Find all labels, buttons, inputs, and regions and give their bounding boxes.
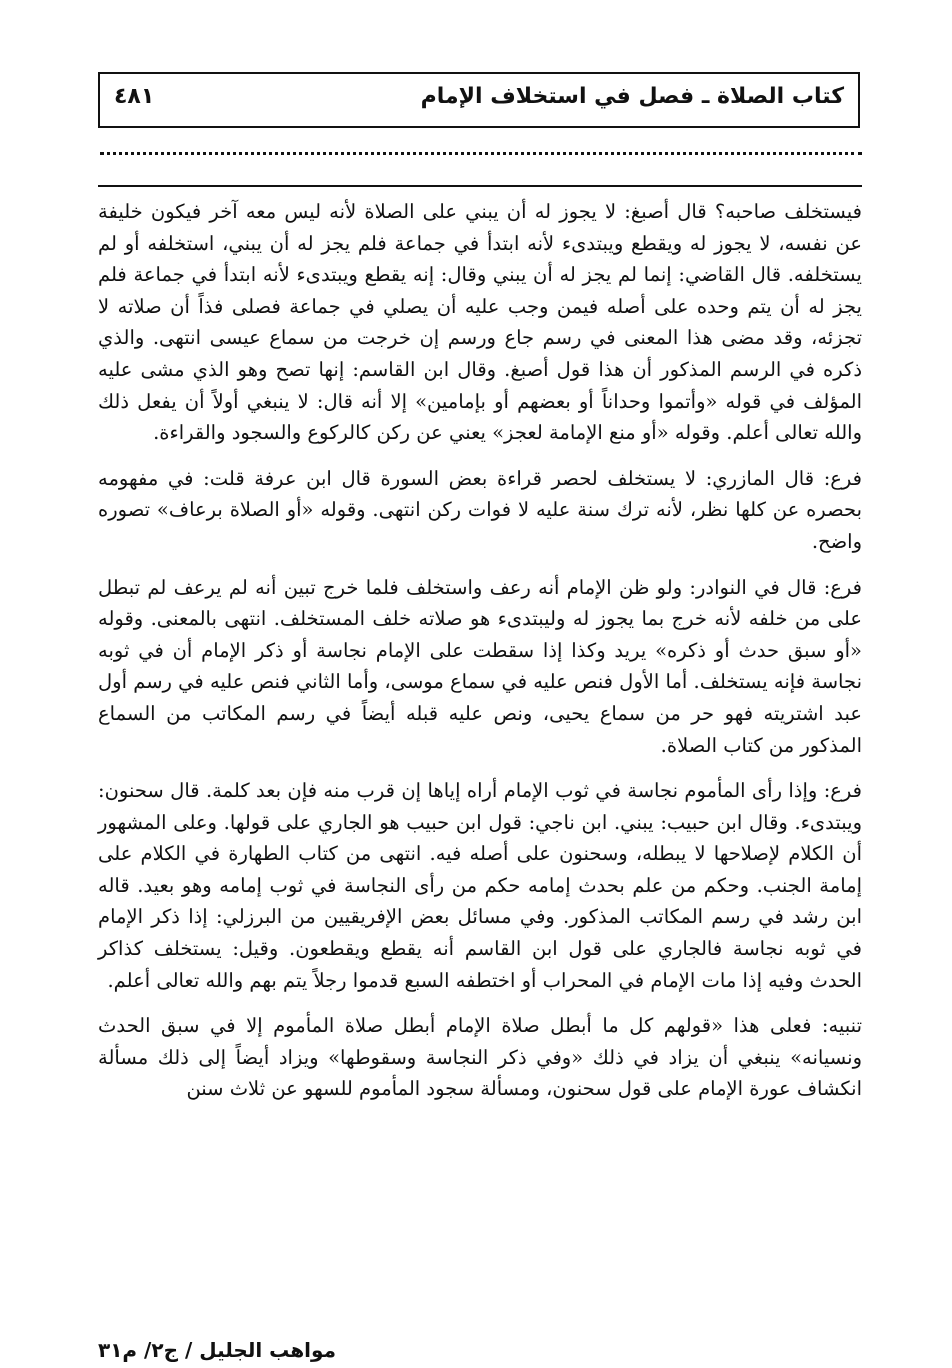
header-title: كتاب الصلاة ـ فصل في استخلاف الإمام: [420, 84, 844, 109]
paragraph: فرع: وإذا رأى المأموم نجاسة في ثوب الإمام أراه إياها إن قرب منه فإن بعد كلمة. قال سحنون: ويبتدىء. وقال ابن حبيب: يبني. ابن ناجي: قول ابن حبيب هو الجاري على قولها. وعلى المشهور أن الكلام لإصلاحها لا يبطله، وسحنون على أصله فيه. انتهى من كتاب الطهارة في الكلام على إمامة الجنب. وحكم من علم بحدث إمامه حكم من رأى النجاسة في ثوب إمامه وهو بعيد. قاله ابن رشد في رسم المكاتب المذكور. وفي مسائل بعض الإفريقيين من البرزلي: إذا ذكر الإمام في ثوبه نجاسة فالجاري على قول ابن القاسم أنه يقطع ويقطعون. وقيل: يستخلف كذاكر الحدث وفيه إذا مات الإمام في المحراب أو اختطفه السبع قدموا رجلاً يتم بهم والله تعالى أعلم.: [98, 779, 862, 992]
paragraph: تنبيه: فعلى هذا «قولهم كل ما أبطل صلاة الإمام أبطل صلاة المأموم إلا في سبق الحدث ونسيانه» ينبغي أن يزاد في ذلك «وفي ذكر النجاسة وسقوطها» ويزاد أيضاً إلى ذلك مسألة انكشاف عورة الإمام على قول سحنون، ومسألة سجود المأموم للسهو عن ثلاث سنن: [98, 1014, 862, 1101]
paragraph: فيستخلف صاحبه؟ قال أصبغ: لا يجوز له أن يبني على الصلاة لأنه ليس معه آخر فيكون خليفة عن نفسه، لا يجوز له ويقطع ويبتدىء لأنه ابتدأ في جماعة فلم يجز له أن يبني، استخلفه أو لم يستخلفه. قال القاضي: إنما لم يجز له أن يبني وقال: إنه يقطع ويبتدىء لأنه ابتدأ في جماعة فلم يجز له أن يتم وحده على أصله فيمن وجب عليه أن يصلي في جماعة فصلى فذاً أن صلاته لا تجزئه، وقد مضى هذا المعنى في رسم جاع ورسم إن خرجت من سماع عيسى انتهى. والذي ذكره في الرسم المذكور أن هذا قول أصبغ. وقال ابن القاسم: إنها تصح وهو الذي مشى عليه المؤلف في قوله «وأتموا وحداناً أو بعضهم أو بإمامين» إلا أنه قال: لا ينبغي أولاً أن يفعل ذلك والله تعالى أعلم. وقوله «أو منع الإمامة لعجز» يعني عن ركن كالركوع والسجود والقراءة.: [98, 200, 862, 445]
horizontal-rule: [98, 185, 862, 187]
paragraph: فرع: قال المازري: لا يستخلف لحصر قراءة بعض السورة قال ابن عرفة قلت: في مفهومه بحصره عن كلها نظر، لأنه ترك سنة عليه لا فوات ركن انتهى. وقوله «أو الصلاة برعاف» تصوره واضح.: [98, 466, 862, 553]
page-number: ٤٨١: [114, 84, 155, 109]
running-header: [98, 72, 860, 128]
dotted-separator: [100, 152, 862, 155]
body-text: [98, 196, 862, 1119]
paragraph: فرع: قال في النوادر: ولو ظن الإمام أنه رعف واستخلف فلما خرج تبين أنه لم يرعف لم تبطل على من خلفه لأنه خرج بما يجوز له وليبتدىء هو صلاته خلف المستخلف. انتهى بالمعنى. وقوله «أو سبق حدث أو ذكره» يريد وكذا إذا سقطت على الإمام نجاسة أو ذكر الإمام أن في ثوبه نجاسة فإنه يستخلف. أما الأول فنص عليه في سماع موسى، وأما الثاني فنص عليه في رسم أول عبد اشتريته فهو حر من سماع يحيى، ونص عليه قبله أيضاً في رسم المكاتب من السماع المذكور من كتاب الصلاة.: [98, 575, 862, 757]
footer-signature: مواهب الجليل / ج٢/ م٣١: [98, 1338, 336, 1362]
